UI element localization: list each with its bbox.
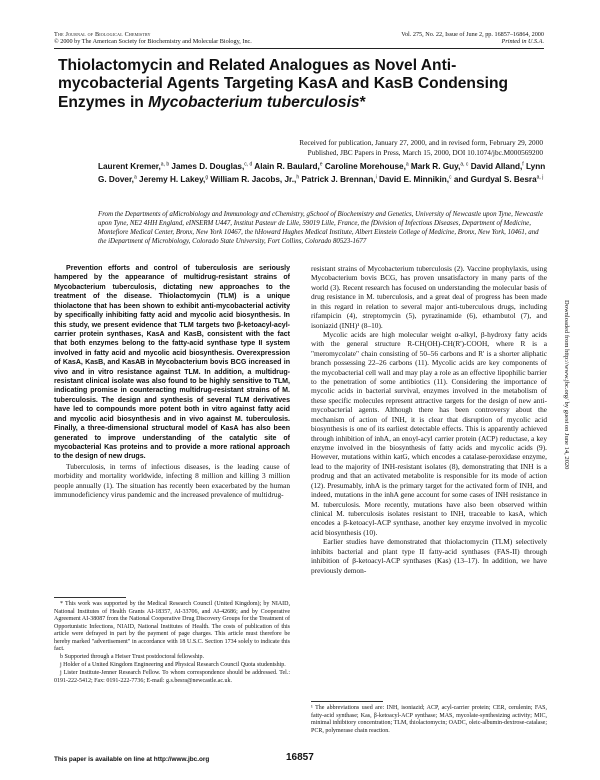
- footnote: j Holder of a United Kingdom Engineering and Physical Research Council Quota studentship.: [60, 662, 286, 668]
- title-organism: Mycobacterium tuberculosis: [148, 93, 360, 111]
- received-dates: [73, 138, 543, 158]
- footnotes-left: [54, 601, 290, 686]
- left-column: [54, 264, 290, 500]
- published-line: Published, JBC Papers in Press, March 15, 2000, DOI 10.1074/jbc.M000569200: [307, 148, 543, 158]
- abstract: Prevention efforts and control of tuberculosis are seriously hampered by the appearance of multidrug-resistant strains of Mycobacterium tuberculosis, dictating new approaches to the treatment of the disease. Thiolactomycin (TLM) is a unique thiolactone that has been shown to exhibit anti-mycobacterial activity by specifically inhibiting fatty acid and mycolic acid biosynthesis. In this study, we present evidence that TLM targets two β-ketoacyl-acyl-carrier protein synthases, KasA and KasB, consistent with the fact that both enzymes belong to the fatty-acid synthase type II system involved in fatty acid and mycolic acid biosynthesis. Overexpression of KasA, KasB, and KasAB in Mycobacterium bovis BCG increased in vivo and in vitro resistance against TLM. In addition, a multidrug-resistant clinical isolate was also found to be highly sensitive to TLM, indicating promise in counteracting multidrug-resistant strains of M. tuberculosis. The design and synthesis of several TLM derivatives have led to compounds more potent both in vitro against fatty acid and mycolic acid biosynthesis and in vivo against M. tuberculosis. Finally, a three-dimensional structural model of KasA has also been generated to improve understanding of the catalytic site of mycobacterial Kas proteins and to provide a more rational approach to the design of new drugs.: [54, 265, 290, 461]
- printed-in: Printed in U.S.A.: [501, 38, 544, 46]
- author: David Alland,$^f$: [470, 161, 524, 171]
- article-title: [58, 57, 538, 112]
- author: David E. Minnikin,$^c$: [378, 174, 452, 185]
- header-rule: [54, 48, 544, 49]
- author: William R. Jacobs, Jr.,$^h$: [210, 174, 300, 185]
- footnote-rule-right: [311, 701, 383, 702]
- author: Mark R. Guy,$^{a, c}$: [410, 161, 469, 171]
- footnote: * This work was supported by the Medical Research Council (United Kingdom); by NIAID, National Institutes of Health Grants AI-18357, AI-33706, and AI-42686; and by Cooperative Agreement AI-38087 from the National Cooperative Drug Discovery Groups for the Treatment of Opportunistic Infections, NIAID, National Institutes of Health. The costs of publication of this article were defrayed in part by the payment of page charges. This article must therefore be hereby marked "advertisement" in accordance with 18 U.S.C. Section 1734 solely to indicate this fact.: [54, 601, 290, 652]
- running-header-right: [401, 31, 544, 46]
- author: and Gurdyal S. Besra$^{a, j}$: [453, 174, 544, 185]
- body-paragraph: resistant strains of Mycobacterium tuberculosis (2). Vaccine prophylaxis, using Mycobacterium bovis BCG, has proven unsatisfactory in many parts of the world (3). Recent research has focused on understanding the molecular basis of drug resistance in M. tuberculosis, and a great deal of progress has been made in this regard in relation to several major anti-tuberculous drugs, including rifampicin (4), streptomycin (5), pyrazinamide (6), ethambutol (7), and isoniazid (INH)¹ (8–10).: [311, 264, 547, 330]
- volume-info: Vol. 275, No. 22, Issue of June 2, pp. 16857–16864, 2000: [401, 31, 544, 38]
- received-line: Received for publication, January 27, 2000, and in revised form, February 29, 2000: [299, 138, 543, 147]
- footnote: b Supported through a Heiser Trust postdoctoral fellowship.: [60, 654, 204, 660]
- body-paragraph: Mycolic acids are high molecular weight α-alkyl, β-hydroxy fatty acids with the general structure R-CH(OH)-CH(R')-COOH, where R is a "meromycolate" chain consisting of 50–56 carbons and R' is a shorter aliphatic branch possessing 22–26 carbons (11). Mycolic acids are key components of the mycobacterial cell wall and may play a role as an effective lipophilic barrier to the penetration of some antibiotics (11). Considering the importance of mycolic acids in bacterial survival, enzymes involved in the metabolism of these specific molecules represent attractive targets for the design of new anti-mycobacterial agents. Although there has been controversy about the mechanism of action of INH, it is clear that disruption of mycolic acid biosynthesis is one of its earliest detectable effects. This is apparently achieved through inhibition of inhA, an enoyl-acyl carrier protein (ACP) reductase, a key enzyme involved in the biosynthesis of fatty acids and mycolic acids (9). However, mutations within katG, which encodes a catalase-peroxidase enzyme, lead to the majority of INH-resistant isolates (8), demonstrating that INH is a prodrug and that an activated metabolite is responsible for its mode of action (12). Presumably, inhA is the primary target for the activated form of INH, and indeed, mutations in the inhA gene account for some cases of INH resistance in M. tuberculosis. More recently, mutations have also been observed within clinical M. tuberculosis isolates resistant to INH, traceable to kasA, which encodes a β-ketoacyl-ACP synthase, another key enzyme involved in mycolic acid biosynthesis (10).: [311, 329, 547, 537]
- author: Laurent Kremer,$^{a, b}$: [98, 161, 170, 171]
- body-paragraph: Earlier studies have demonstrated that thiolactomycin (TLM) selectively inhibits bacterial and plant type II fatty-acid synthases (FAS-II) through inhibition of β-ketoacyl-ACP synthases (Kas) (13–17). In addition, we have previously demon-: [311, 537, 547, 575]
- download-watermark: [562, 300, 572, 600]
- author: Lynn G. Dover,$^a$: [98, 161, 546, 185]
- footnote: j Lister Institute-Jenner Research Fellow. To whom correspondence should be addressed. Tel.: 0191-222-5412; Fax: 0191-222-7736; E-mail: g.s.besra@newcastle.ac.uk.: [54, 670, 290, 684]
- author-list: [98, 159, 548, 186]
- author: Caroline Morehouse,$^a$: [324, 161, 409, 171]
- title-main: Thiolactomycin and Related Analogues as Novel Anti-mycobacterial Agents Targeting KasA and KasB Condensing Enzymes in: [58, 57, 508, 111]
- download-link-text[interactable]: Downloaded from http://www.jbc.org/ by guest on June 14, 2020: [563, 300, 570, 470]
- copyright-line: © 2000 by The American Society for Biochemistry and Molecular Biology, Inc.: [54, 38, 252, 46]
- right-column: [311, 264, 547, 575]
- author: Alain R. Baulard,$^e$: [254, 161, 323, 171]
- author: Jeremy H. Lakey,$^g$: [139, 174, 209, 185]
- footnote-rule-left: [54, 597, 126, 598]
- author: Patrick J. Brennan,$^i$: [301, 174, 377, 185]
- affiliations: From the Departments of aMicrobiology and Immunology and cChemistry, gSchool of Biochemistry and Genetics, University of Newcastle upon Tyne, Newcastle upon Tyne, NE2 4HH England, eINSERM U447, Institut Pasteur de Lille, 59019 Lille, France, the fDivision of Infectious Diseases, Department of Medicine, Montefiore Medical Center, Bronx, New York 10467, the hHoward Hughes Medical Institute, Albert Einstein College of Medicine, Bronx, New York, 10461, and the iDepartment of Microbiology, Colorado State University, Fort Collins, Colorado 80523-1677: [98, 211, 543, 245]
- intro-paragraph: Tuberculosis, in terms of infectious diseases, is the leading cause of morbidity and mortality worldwide, infecting 8 million and killing 3 million people annually (1). The situation has recently been exacerbated by the human immunodeficiency virus pandemic and the increased prevalence of multidrug-: [54, 461, 290, 500]
- page-number: 16857: [286, 752, 314, 763]
- running-header-left: [54, 31, 252, 46]
- journal-name: The Journal of Biological Chemistry: [54, 31, 151, 38]
- title-mark: *: [359, 93, 366, 111]
- footer-online-note: This paper is available on line at http://www.jbc.org: [54, 756, 210, 763]
- author: James D. Douglas,$^{c, d}$: [171, 161, 253, 171]
- footnote-abbreviations: ¹ The abbreviations used are: INH, isoniazid; ACP, acyl-carrier protein; CER, cerulenin; FAS, fatty-acid synthase; Kas, β-ketoacyl-ACP synthase; MAS, mycolate-synthesizing activity; MIC, minimal inhibitory concentration; TLM, thiolactomycin; OADC, oleic-albumin-dextrose-catalase; PCR, polymerase chain reaction.: [311, 705, 547, 734]
